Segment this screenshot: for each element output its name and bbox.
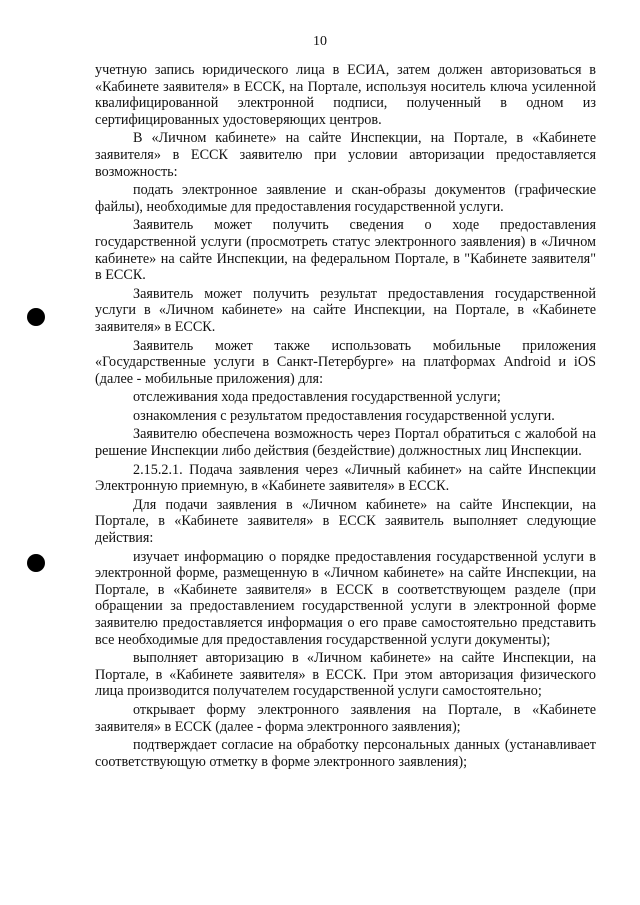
paragraph: подтверждает согласие на обработку персональных данных (устанавливает соответствующую отметку в форме электронного заявления);	[95, 737, 596, 770]
paragraph: Заявитель может получить результат предоставления государственной услуги в «Личном кабинете» на сайте Инспекции, на Портале, в «Кабинете заявителя» в ЕССК.	[95, 285, 596, 335]
paragraph: Заявителю обеспечена возможность через Портал обратиться с жалобой на решение Инспекции либо действия (бездействие) должностных лиц Инспекции.	[95, 426, 596, 460]
paragraph: ознакомления с результатом предоставления государственной услуги.	[133, 407, 555, 424]
paragraph: Для подачи заявления в «Личном кабинете» на сайте Инспекции, на Портале, в «Кабинете заявителя» в ЕССК заявитель выполняет следующие действия:	[95, 496, 596, 547]
paragraph: открывает форму электронного заявления на Портале, в «Кабинете заявителя» в ЕССК (далее - форма электронного заявления);	[95, 701, 596, 735]
document-body	[95, 62, 596, 772]
paragraph: изучает информацию о порядке предоставления государственной услуги в электронной форме, размещенную в «Личном кабинете» на сайте Инспекции, на Портале, в «Кабинете заявителя» в ЕССК в соответствующем разделе (при обращении за предоставлением государственной услуги в электронной форме заявителю предоставляется информация о его праве самостоятельно представить все необходимые для предоставления государственной услуги документы);	[95, 548, 596, 648]
paragraph-continuation: учетную запись юридического лица в ЕСИА, затем должен авторизоваться в «Кабинете заявителя» в ЕССК, на Портале, используя носитель ключа усиленной квалифицированной электронной подписи, полученный в одном из сертифицированных удостоверяющих центров.	[95, 62, 596, 128]
paragraph: выполняет авторизацию в «Личном кабинете» на сайте Инспекции, на Портале, в «Кабинете заявителя» в ЕССК. При этом авторизация физического лица производится получателем государственной услуги самостоятельно;	[95, 650, 596, 700]
paragraph: подать электронное заявление и скан-образы документов (графические файлы), необходимые для предоставления государственной услуги.	[95, 182, 596, 215]
section-heading-paragraph: 2.15.2.1. Подача заявления через «Личный кабинет» на сайте Инспекции Электронную приемную, в «Кабинете заявителя» в ЕССК.	[95, 461, 596, 495]
paragraph: В «Личном кабинете» на сайте Инспекции, на Портале, в «Кабинете заявителя» в ЕССК заявителю при условии авторизации предоставляется возможность:	[95, 130, 596, 180]
page-number: 10	[313, 34, 327, 49]
paragraph: отслеживания хода предоставления государственной услуги;	[133, 389, 501, 406]
binder-hole-bottom	[27, 554, 45, 572]
paragraph: Заявитель может также использовать мобильные приложения «Государственные услуги в Санкт-Петербурге» на платформах Android и iOS (далее - мобильные приложения) для:	[95, 337, 596, 387]
binder-hole-top	[27, 308, 45, 326]
paragraph: Заявитель может получить сведения о ходе предоставления государственной услуги (просмотреть статус электронного заявления) в «Личном кабинете» на сайте Инспекции, на федеральном Портале, в "Кабинете заявителя" в ЕССК.	[95, 217, 596, 284]
